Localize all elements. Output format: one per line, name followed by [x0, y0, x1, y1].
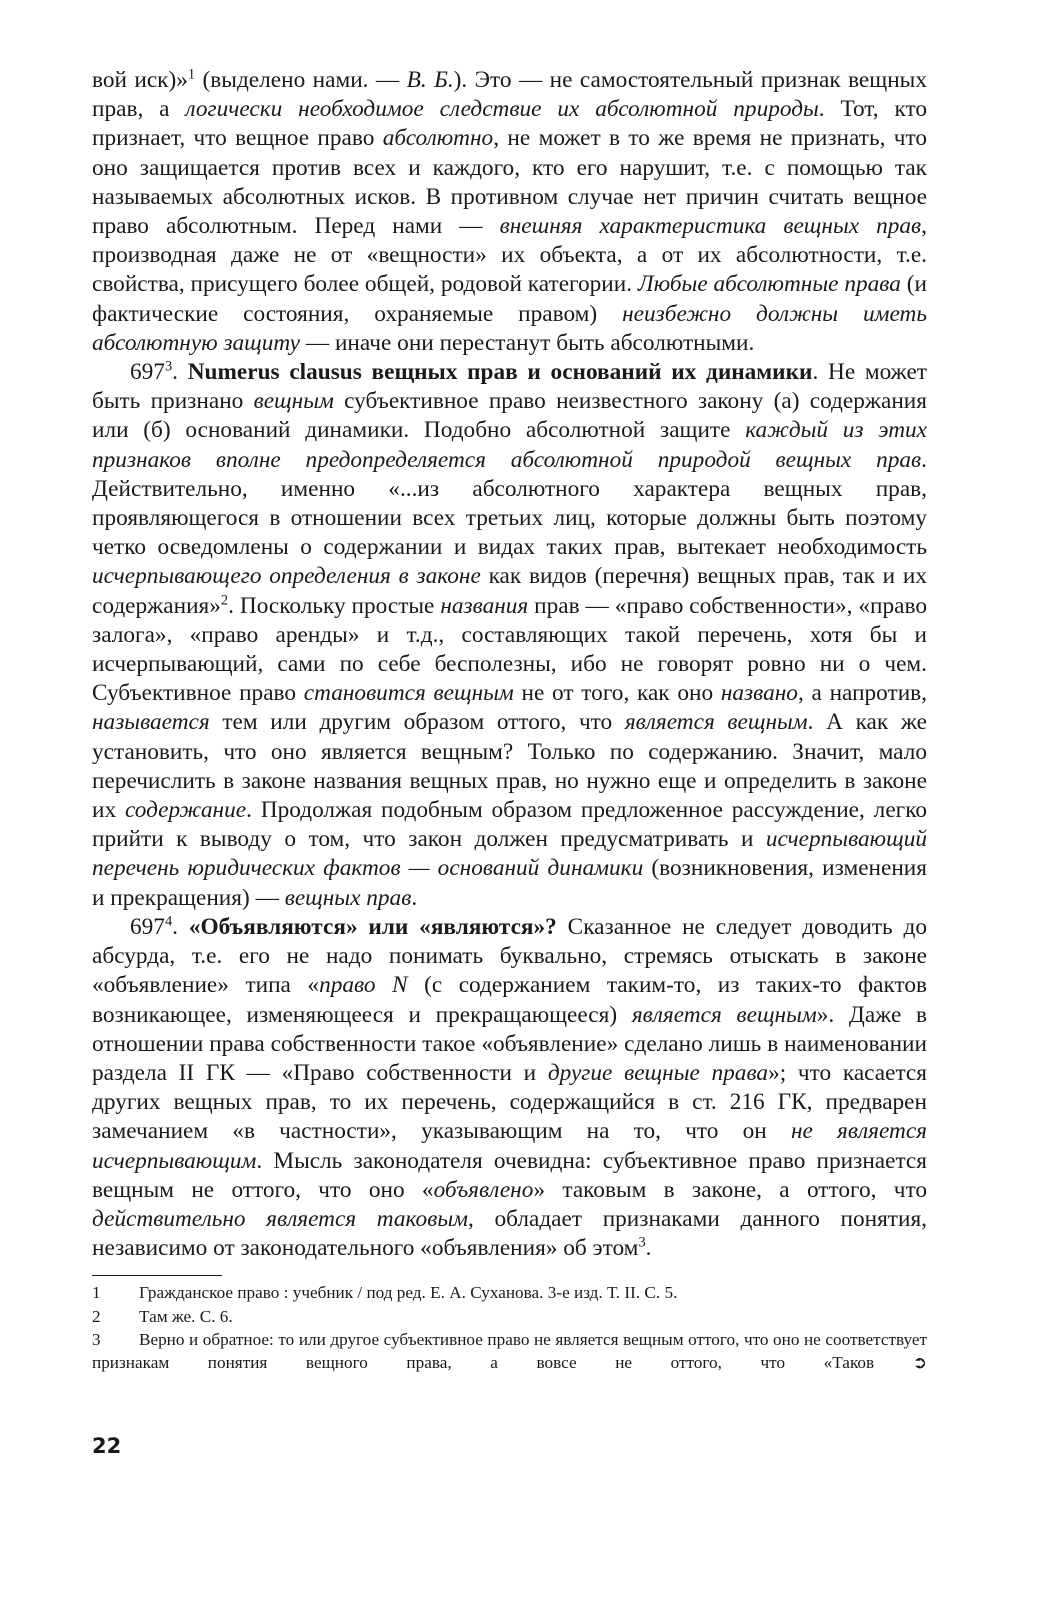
text-run: . Тот, кто признает, что вещное право: [92, 96, 927, 152]
text-run: .: [172, 359, 188, 386]
text-run: названо: [720, 680, 798, 707]
text-run: не от того, как оно: [513, 680, 721, 707]
footnote-text: Гражданское право : учебник / под ред. Е. А. Суханова. 3-е изд. Т. II. С. 5.: [139, 1283, 678, 1303]
page-body: [92, 66, 927, 1375]
text-run: 697: [130, 913, 165, 940]
footnote-ref[interactable]: 1: [187, 66, 196, 83]
text-run: . Действительно, именно «...из абсолютного характера вещных прав, проявляющегося в отношении всех третьих лиц, которые должны быть поэтому четко осведомлены о содержании и видах таких прав, вытекает необходимость: [92, 446, 927, 561]
text-run: 697: [130, 359, 165, 386]
text-run: .: [645, 1235, 652, 1262]
text-run: , а напротив,: [797, 680, 927, 707]
text-run: содержание: [124, 797, 247, 824]
text-run: вещным: [253, 388, 334, 415]
footnote-3: [92, 1328, 927, 1375]
text-run: абсолютно: [382, 125, 494, 152]
footnote-ref[interactable]: 2: [220, 592, 229, 608]
text-run: внешняя характеристика вещных прав: [499, 213, 922, 240]
footnote-2: [92, 1305, 927, 1328]
text-run: . Поскольку простые: [228, 592, 441, 619]
text-run: .: [172, 913, 189, 940]
text-run: (выделено нами. —: [195, 67, 407, 93]
text-run: (возникновения, изменения и прекращения) —: [92, 855, 927, 911]
text-run: ». Даже в отношении права собственности такое «объявление» сделано лишь в наименовании раздела II ГК — «Право собственности и: [92, 1001, 928, 1086]
text-run: субъективное право неизвестного закону (а) содержания или (б) оснований динамики. Подобно абсолютной защите: [92, 388, 927, 444]
text-run: вещных прав: [284, 884, 412, 911]
text-run: как видов (перечня) вещных прав, так и их содержания»: [92, 563, 927, 619]
text-run: »; что касается других вещных прав, то их перечень, содержащийся в ст. 216 ГК, предварен замечанием «в частности», указывающим на то, что он: [92, 1059, 927, 1145]
text-run: является вещным: [624, 709, 808, 736]
curved-arrow-right-icon: ➲: [912, 1352, 928, 1373]
text-run: действительно является таковым: [92, 1205, 468, 1232]
text-run: вой иск)»: [92, 67, 188, 93]
main-text: [92, 66, 927, 1263]
text-run: , производная даже не от «вещности» их объекта, а от их абсолютности, т.е. свойства, присущего более общей, родовой категории.: [92, 213, 927, 298]
footnote-1: [92, 1281, 927, 1304]
footnote-ref[interactable]: 4: [164, 913, 173, 930]
text-run: , не может в то же время не признать, что оно защищается против всех и каждого, кто его нарушит, т.е. с помощью так называемых абсолютных исков. В противном случае нет причин считать вещное право абсолютным. Перед нами —: [92, 125, 927, 240]
footnote-ref[interactable]: 3: [638, 1234, 646, 1251]
text-run: . Не может быть признано: [92, 359, 927, 415]
text-run: исчерпывающего определения в законе: [92, 563, 481, 590]
text-run: » таковым в законе, а оттого, что: [533, 1176, 927, 1203]
text-run: , обладает признаками данного понятия, независимо от законодательного «объявления» об этом: [92, 1205, 927, 1262]
text-run: исчерпывающий перечень юридических фактов — оснований динамики: [92, 826, 927, 882]
text-run: логически необходимое следствие их абсолютной природы: [185, 96, 819, 123]
text-run: . Мысль законодателя очевидна: субъективное право признается вещным не оттого, что оно «: [92, 1147, 927, 1203]
text-run: является вещным: [631, 1001, 817, 1028]
text-run: . Продолжая подобным образом предложенное рассуждение, легко прийти к выводу о том, что закон должен предусматривать и: [92, 797, 927, 853]
page-number: 22: [92, 1434, 122, 1458]
paragraph-2: [92, 358, 927, 913]
footnote-divider: [92, 1275, 222, 1276]
text-run: объявлено: [433, 1176, 534, 1203]
text-run: . А как же установить, что оно является вещным? Только по содержанию. Значит, мало перечислить в законе названия вещных прав, но нужно еще и определить в законе их: [92, 709, 927, 824]
paragraph-3: [92, 913, 927, 1263]
text-run: становится вещным: [303, 680, 514, 707]
footnote-number: 3: [92, 1329, 101, 1349]
text-run: тем или другим образом оттого, что: [209, 709, 625, 736]
footnote-number: 1: [92, 1283, 101, 1303]
text-run: прав — «право собственности», «право залога», «право аренды» и т.д., составляющих такой перечень, хотя бы и исчерпывающий, сами по себе бесполезны, ибо не говорят ровно ни о чем. Субъективное право: [92, 592, 927, 707]
text-run: названия: [440, 592, 529, 619]
footnote-ref[interactable]: 3: [164, 358, 173, 375]
section-heading: «Объявляются» или «являются»?: [188, 913, 557, 940]
text-run: Любые абсолютные права: [637, 271, 901, 298]
text-run: называется: [92, 709, 210, 736]
text-run: В. Б.: [406, 67, 454, 93]
text-run: право N: [319, 972, 408, 999]
text-run: (с содержанием таким-то, из таких-то фактов возникающее, изменяющееся и прекращающееся): [92, 972, 928, 1028]
footnote-text: Там же. С. 6.: [139, 1306, 233, 1326]
text-run: (и фактические состояния, охраняемые правом): [92, 271, 927, 327]
text-run: неизбежно должны иметь абсолютную защиту: [92, 300, 927, 356]
text-run: каждый из этих признаков вполне предопределяется абсолютной природой вещных прав: [92, 417, 928, 473]
text-run: другие вещные права: [547, 1059, 769, 1086]
text-run: не является исчерпывающим: [92, 1118, 927, 1174]
footnotes: [92, 1281, 927, 1375]
section-heading: Numerus clausus вещных прав и оснований их динамики: [187, 359, 813, 386]
footnote-number: 2: [92, 1306, 101, 1326]
text-run: ). Это — не самостоятельный признак вещных прав, а: [92, 67, 927, 123]
text-run: — иначе они перестанут быть абсолютными.: [300, 329, 755, 356]
footnote-text: Верно и обратное: то или другое субъективное право не является вещным оттого, что оно не соответствует признакам понятия вещного права, а вовсе не оттого, что «Таков: [92, 1329, 927, 1372]
text-run: .: [411, 884, 418, 911]
text-run: Сказанное не следует доводить до абсурда, т.е. его не надо понимать буквально, стремясь отыскать в законе «объявление» типа «: [92, 913, 928, 999]
paragraph-1: [92, 66, 927, 358]
